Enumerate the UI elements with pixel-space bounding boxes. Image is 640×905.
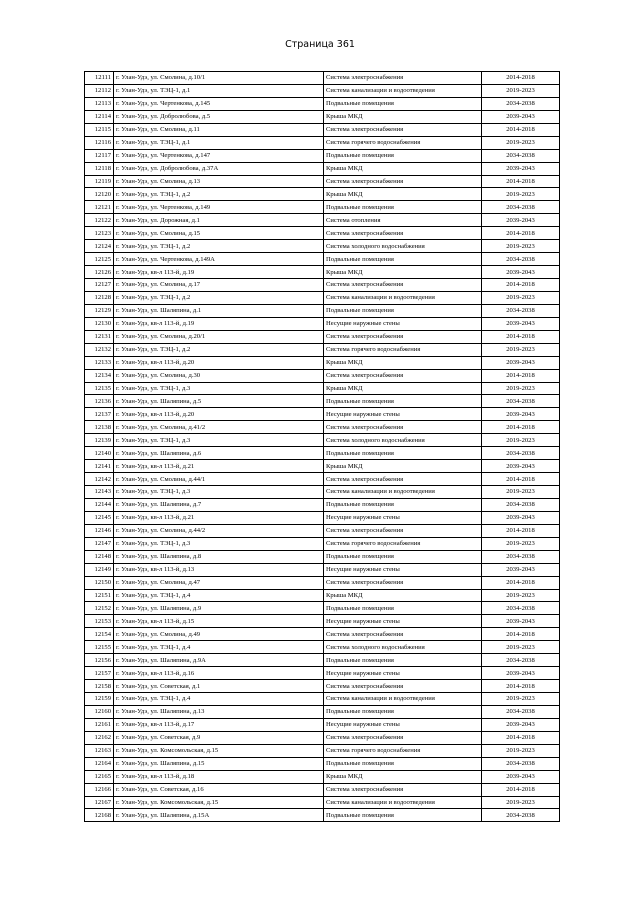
period-cell: 2039-2043 [482,667,560,680]
row-number: 12123 [85,227,114,240]
address-cell: г. Улан-Удэ, ул. Чертенкова, д.149 [114,201,324,214]
row-number: 12121 [85,201,114,214]
table-row [85,770,560,783]
row-number: 12134 [85,369,114,382]
system-cell: Крыша МКД [324,770,482,783]
row-number: 12163 [85,744,114,757]
row-number: 12131 [85,330,114,343]
system-cell: Подвальные помещения [324,602,482,615]
address-cell: г. Улан-Удэ, ул. Шаляпина, д.15А [114,809,324,822]
period-cell: 2014-2018 [482,369,560,382]
table-row [85,460,560,473]
period-cell: 2014-2018 [482,72,560,85]
period-cell: 2034-2038 [482,253,560,266]
system-cell: Система электроснабжения [324,628,482,641]
row-number: 12125 [85,253,114,266]
address-cell: г. Улан-Удэ, ул. Смолина, д.44/2 [114,524,324,537]
address-cell: г. Улан-Удэ, ул. Чертенкова, д.149А [114,253,324,266]
address-cell: г. Улан-Удэ, ул. Смолина, д.44/1 [114,473,324,486]
row-number: 12161 [85,718,114,731]
table-row [85,317,560,330]
period-cell: 2034-2038 [482,498,560,511]
table-row [85,667,560,680]
system-cell: Крыша МКД [324,589,482,602]
period-cell: 2039-2043 [482,770,560,783]
period-cell: 2014-2018 [482,524,560,537]
table-row [85,447,560,460]
row-number: 12117 [85,149,114,162]
row-number: 12164 [85,757,114,770]
row-number: 12158 [85,680,114,693]
system-cell: Система электроснабжения [324,783,482,796]
row-number: 12147 [85,537,114,550]
table-row [85,693,560,706]
address-cell: г. Улан-Удэ, кв-л 113-й, д.19 [114,317,324,330]
row-number: 12140 [85,447,114,460]
system-cell: Система холодного водоснабжения [324,641,482,654]
table-row [85,796,560,809]
address-cell: г. Улан-Удэ, ул. Добролюбова, д.5 [114,110,324,123]
address-cell: г. Улан-Удэ, кв-л 113-й, д.15 [114,615,324,628]
period-cell: 2039-2043 [482,718,560,731]
row-number: 12167 [85,796,114,809]
address-cell: г. Улан-Удэ, ул. Шаляпина, д.13 [114,705,324,718]
address-cell: г. Улан-Удэ, ул. Смолина, д.17 [114,279,324,292]
system-cell: Подвальные помещения [324,395,482,408]
table-row [85,395,560,408]
table-row [85,304,560,317]
address-cell: г. Улан-Удэ, ул. Смолина, д.13 [114,175,324,188]
table-row [85,783,560,796]
row-number: 12152 [85,602,114,615]
table-row [85,615,560,628]
period-cell: 2019-2023 [482,486,560,499]
table-row [85,149,560,162]
table-row [85,654,560,667]
system-cell: Система электроснабжения [324,680,482,693]
system-cell: Система канализации и водоотведения [324,486,482,499]
row-number: 12165 [85,770,114,783]
row-number: 12162 [85,731,114,744]
table-row [85,809,560,822]
row-number: 12113 [85,97,114,110]
table-row [85,266,560,279]
period-cell: 2019-2023 [482,434,560,447]
period-cell: 2019-2023 [482,188,560,201]
address-cell: г. Улан-Удэ, ул. Смолина, д.20/1 [114,330,324,343]
system-cell: Крыша МКД [324,188,482,201]
address-cell: г. Улан-Удэ, ул. ТЭЦ-1, д.4 [114,641,324,654]
period-cell: 2039-2043 [482,563,560,576]
address-cell: г. Улан-Удэ, ул. ТЭЦ-1, д.2 [114,240,324,253]
row-number: 12132 [85,343,114,356]
period-cell: 2019-2023 [482,240,560,253]
row-number: 12133 [85,356,114,369]
period-cell: 2034-2038 [482,447,560,460]
system-cell: Несущие наружные стены [324,317,482,330]
row-number: 12143 [85,486,114,499]
system-cell: Система электроснабжения [324,279,482,292]
address-cell: г. Улан-Удэ, кв-л 113-й, д.16 [114,667,324,680]
row-number: 12156 [85,654,114,667]
system-cell: Несущие наружные стены [324,667,482,680]
address-cell: г. Улан-Удэ, ул. ТЭЦ-1, д.2 [114,343,324,356]
address-cell: г. Улан-Удэ, ул. ТЭЦ-1, д.2 [114,188,324,201]
period-cell: 2019-2023 [482,84,560,97]
period-cell: 2034-2038 [482,757,560,770]
system-cell: Система электроснабжения [324,72,482,85]
row-number: 12126 [85,266,114,279]
system-cell: Система канализации и водоотведения [324,796,482,809]
period-cell: 2039-2043 [482,408,560,421]
table-row [85,201,560,214]
system-cell: Несущие наружные стены [324,718,482,731]
system-cell: Подвальные помещения [324,201,482,214]
system-cell: Подвальные помещения [324,757,482,770]
system-cell: Подвальные помещения [324,304,482,317]
address-cell: г. Улан-Удэ, ул. Шаляпина, д.6 [114,447,324,460]
system-cell: Подвальные помещения [324,550,482,563]
address-cell: г. Улан-Удэ, ул. ТЭЦ-1, д.4 [114,589,324,602]
period-cell: 2019-2023 [482,537,560,550]
period-cell: 2039-2043 [482,214,560,227]
table-row [85,382,560,395]
period-cell: 2014-2018 [482,175,560,188]
table-row [85,279,560,292]
address-cell: г. Улан-Удэ, ул. ТЭЦ-1, д.3 [114,486,324,499]
system-cell: Подвальные помещения [324,447,482,460]
table-row [85,330,560,343]
table-row [85,757,560,770]
row-number: 12142 [85,473,114,486]
system-cell: Система отопления [324,214,482,227]
table-row [85,537,560,550]
period-cell: 2034-2038 [482,654,560,667]
address-cell: г. Улан-Удэ, ул. Шаляпина, д.1 [114,304,324,317]
address-cell: г. Улан-Удэ, ул. Шаляпина, д.8 [114,550,324,563]
table-body [85,72,560,822]
row-number: 12154 [85,628,114,641]
period-cell: 2019-2023 [482,641,560,654]
system-cell: Крыша МКД [324,162,482,175]
system-cell: Подвальные помещения [324,705,482,718]
period-cell: 2014-2018 [482,279,560,292]
period-cell: 2014-2018 [482,628,560,641]
system-cell: Крыша МКД [324,266,482,279]
table-row [85,291,560,304]
period-cell: 2034-2038 [482,97,560,110]
address-cell: г. Улан-Удэ, кв-л 113-й, д.17 [114,718,324,731]
row-number: 12136 [85,395,114,408]
system-cell: Система горячего водоснабжения [324,537,482,550]
table-row [85,486,560,499]
address-cell: г. Улан-Удэ, ул. Смолина, д.41/2 [114,421,324,434]
period-cell: 2019-2023 [482,343,560,356]
row-number: 12157 [85,667,114,680]
system-cell: Крыша МКД [324,356,482,369]
row-number: 12139 [85,434,114,447]
address-cell: г. Улан-Удэ, ул. Шаляпина, д.7 [114,498,324,511]
table-row [85,576,560,589]
address-cell: г. Улан-Удэ, ул. Дорожная, д.1 [114,214,324,227]
table-row [85,550,560,563]
system-cell: Система электроснабжения [324,473,482,486]
address-cell: г. Улан-Удэ, ул. Чертенкова, д.145 [114,97,324,110]
address-cell: г. Улан-Удэ, кв-л 113-й, д.19 [114,266,324,279]
period-cell: 2019-2023 [482,382,560,395]
period-cell: 2014-2018 [482,421,560,434]
address-cell: г. Улан-Удэ, кв-л 113-й, д.21 [114,511,324,524]
row-number: 12168 [85,809,114,822]
address-cell: г. Улан-Удэ, ул. Комсомольская, д.15 [114,796,324,809]
address-cell: г. Улан-Удэ, ул. Шаляпина, д.15 [114,757,324,770]
system-cell: Система канализации и водоотведения [324,291,482,304]
address-cell: г. Улан-Удэ, ул. Шаляпина, д.9А [114,654,324,667]
address-cell: г. Улан-Удэ, ул. Комсомольская, д.15 [114,744,324,757]
address-cell: г. Улан-Удэ, ул. Советская, д.1 [114,680,324,693]
system-cell: Несущие наружные стены [324,615,482,628]
table-row [85,162,560,175]
period-cell: 2019-2023 [482,744,560,757]
period-cell: 2034-2038 [482,602,560,615]
period-cell: 2039-2043 [482,511,560,524]
table-row [85,628,560,641]
period-cell: 2034-2038 [482,395,560,408]
system-cell: Система электроснабжения [324,421,482,434]
system-cell: Система электроснабжения [324,330,482,343]
row-number: 12118 [85,162,114,175]
period-cell: 2034-2038 [482,550,560,563]
address-cell: г. Улан-Удэ, ул. Смолина, д.10/1 [114,72,324,85]
page-title: Страница 361 [285,39,355,50]
period-cell: 2039-2043 [482,110,560,123]
table-row [85,84,560,97]
row-number: 12138 [85,421,114,434]
table-row [85,110,560,123]
period-cell: 2039-2043 [482,615,560,628]
table-row [85,705,560,718]
table-row [85,136,560,149]
row-number: 12148 [85,550,114,563]
period-cell: 2014-2018 [482,227,560,240]
address-cell: г. Улан-Удэ, ул. Шаляпина, д.5 [114,395,324,408]
row-number: 12116 [85,136,114,149]
system-cell: Система электроснабжения [324,227,482,240]
period-cell: 2014-2018 [482,680,560,693]
period-cell: 2034-2038 [482,705,560,718]
address-cell: г. Улан-Удэ, кв-л 113-й, д.13 [114,563,324,576]
system-cell: Система горячего водоснабжения [324,136,482,149]
table-row [85,641,560,654]
period-cell: 2019-2023 [482,291,560,304]
table-row [85,718,560,731]
address-cell: г. Улан-Удэ, ул. Добролюбова, д.37А [114,162,324,175]
row-number: 12153 [85,615,114,628]
table-row [85,356,560,369]
period-cell: 2039-2043 [482,317,560,330]
address-cell: г. Улан-Удэ, кв-л 113-й, д.20 [114,408,324,421]
system-cell: Подвальные помещения [324,149,482,162]
period-cell: 2019-2023 [482,693,560,706]
table-row [85,227,560,240]
system-cell: Система электроснабжения [324,123,482,136]
row-number: 12124 [85,240,114,253]
address-cell: г. Улан-Удэ, ул. Советская, д.16 [114,783,324,796]
table-row [85,511,560,524]
table-row [85,214,560,227]
table-row [85,421,560,434]
system-cell: Система холодного водоснабжения [324,240,482,253]
table-row [85,188,560,201]
row-number: 12159 [85,693,114,706]
address-cell: г. Улан-Удэ, ул. ТЭЦ-1, д.3 [114,537,324,550]
address-cell: г. Улан-Удэ, ул. Смолина, д.49 [114,628,324,641]
row-number: 12114 [85,110,114,123]
row-number: 12122 [85,214,114,227]
system-cell: Крыша МКД [324,110,482,123]
period-cell: 2014-2018 [482,576,560,589]
address-cell: г. Улан-Удэ, ул. Шаляпина, д.9 [114,602,324,615]
period-cell: 2034-2038 [482,809,560,822]
table-row [85,240,560,253]
row-number: 12120 [85,188,114,201]
period-cell: 2019-2023 [482,796,560,809]
table-row [85,602,560,615]
address-cell: г. Улан-Удэ, ул. Смолина, д.11 [114,123,324,136]
row-number: 12112 [85,84,114,97]
row-number: 12129 [85,304,114,317]
system-cell: Система электроснабжения [324,175,482,188]
row-number: 12137 [85,408,114,421]
system-cell: Система холодного водоснабжения [324,434,482,447]
period-cell: 2039-2043 [482,356,560,369]
period-cell: 2014-2018 [482,731,560,744]
system-cell: Крыша МКД [324,460,482,473]
system-cell: Система электроснабжения [324,369,482,382]
period-cell: 2014-2018 [482,123,560,136]
table-row [85,524,560,537]
address-cell: г. Улан-Удэ, ул. ТЭЦ-1, д.3 [114,382,324,395]
table-row [85,473,560,486]
period-cell: 2034-2038 [482,304,560,317]
table-row [85,408,560,421]
address-cell: г. Улан-Удэ, кв-л 113-й, д.20 [114,356,324,369]
address-cell: г. Улан-Удэ, ул. Смолина, д.15 [114,227,324,240]
address-cell: г. Улан-Удэ, ул. Советская, д.9 [114,731,324,744]
address-cell: г. Улан-Удэ, ул. Смолина, д.30 [114,369,324,382]
system-cell: Система канализации и водоотведения [324,693,482,706]
address-cell: г. Улан-Удэ, ул. Чертенкова, д.147 [114,149,324,162]
row-number: 12119 [85,175,114,188]
row-number: 12141 [85,460,114,473]
table-row [85,563,560,576]
address-cell: г. Улан-Удэ, ул. Смолина, д.47 [114,576,324,589]
system-cell: Несущие наружные стены [324,563,482,576]
row-number: 12144 [85,498,114,511]
repair-schedule-table [84,71,560,822]
period-cell: 2034-2038 [482,201,560,214]
system-cell: Подвальные помещения [324,253,482,266]
system-cell: Система электроснабжения [324,731,482,744]
table-row [85,343,560,356]
table-row [85,434,560,447]
row-number: 12146 [85,524,114,537]
table-row [85,498,560,511]
address-cell: г. Улан-Удэ, ул. ТЭЦ-1, д.4 [114,693,324,706]
period-cell: 2014-2018 [482,473,560,486]
address-cell: г. Улан-Удэ, кв-л 113-й, д.18 [114,770,324,783]
table-row [85,589,560,602]
system-cell: Несущие наружные стены [324,511,482,524]
row-number: 12135 [85,382,114,395]
period-cell: 2039-2043 [482,266,560,279]
system-cell: Система электроснабжения [324,576,482,589]
system-cell: Система горячего водоснабжения [324,744,482,757]
period-cell: 2014-2018 [482,330,560,343]
table-row [85,731,560,744]
table-row [85,123,560,136]
table-row [85,72,560,85]
row-number: 12160 [85,705,114,718]
system-cell: Система горячего водоснабжения [324,343,482,356]
period-cell: 2039-2043 [482,162,560,175]
system-cell: Подвальные помещения [324,809,482,822]
period-cell: 2034-2038 [482,149,560,162]
row-number: 12115 [85,123,114,136]
row-number: 12155 [85,641,114,654]
period-cell: 2019-2023 [482,136,560,149]
system-cell: Подвальные помещения [324,654,482,667]
system-cell: Несущие наружные стены [324,408,482,421]
table-row [85,175,560,188]
address-cell: г. Улан-Удэ, ул. ТЭЦ-1, д.2 [114,291,324,304]
system-cell: Крыша МКД [324,382,482,395]
row-number: 12128 [85,291,114,304]
address-cell: г. Улан-Удэ, ул. ТЭЦ-1, д.1 [114,84,324,97]
table-row [85,97,560,110]
table-row [85,744,560,757]
row-number: 12130 [85,317,114,330]
address-cell: г. Улан-Удэ, кв-л 113-й, д.21 [114,460,324,473]
system-cell: Система канализации и водоотведения [324,84,482,97]
row-number: 12149 [85,563,114,576]
system-cell: Подвальные помещения [324,498,482,511]
row-number: 12127 [85,279,114,292]
table-row [85,369,560,382]
table-row [85,253,560,266]
address-cell: г. Улан-Удэ, ул. ТЭЦ-1, д.3 [114,434,324,447]
row-number: 12145 [85,511,114,524]
system-cell: Система электроснабжения [324,524,482,537]
period-cell: 2014-2018 [482,783,560,796]
address-cell: г. Улан-Удэ, ул. ТЭЦ-1, д.1 [114,136,324,149]
period-cell: 2039-2043 [482,460,560,473]
row-number: 12151 [85,589,114,602]
period-cell: 2019-2023 [482,589,560,602]
row-number: 12166 [85,783,114,796]
row-number: 12150 [85,576,114,589]
table-row [85,680,560,693]
system-cell: Подвальные помещения [324,97,482,110]
row-number: 12111 [85,72,114,85]
